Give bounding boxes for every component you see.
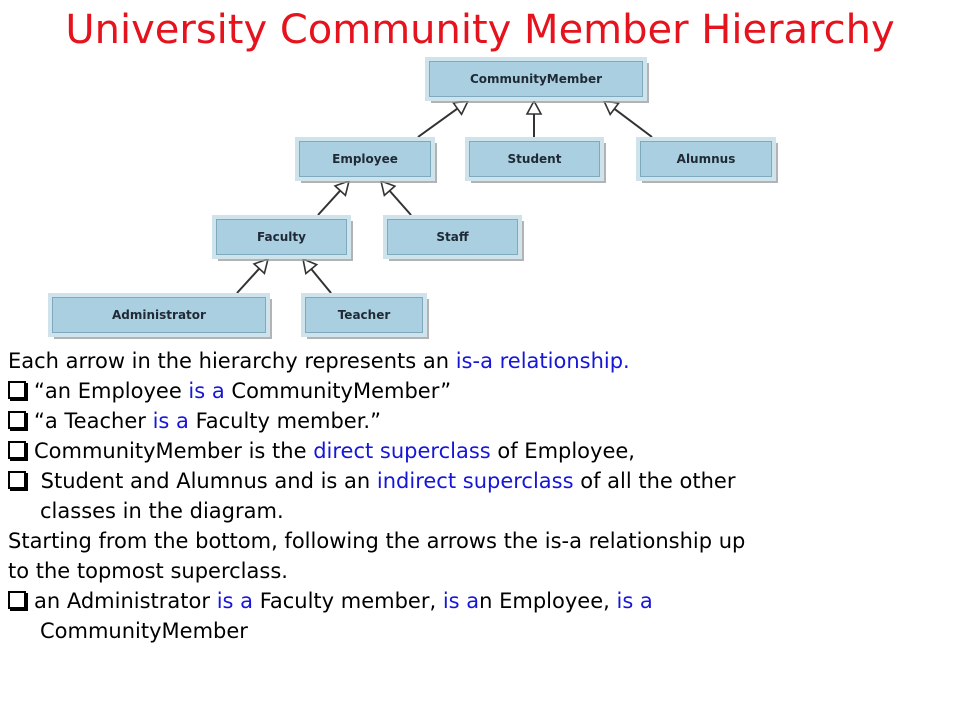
inheritance-arrow-student-to-communitymember xyxy=(527,101,541,137)
class-box-label: Teacher xyxy=(337,308,391,322)
class-box-alumnus xyxy=(638,139,778,183)
bullet-indirect-superclass-continued: classes in the diagram. xyxy=(40,499,284,523)
class-box-label: Staff xyxy=(436,230,469,244)
class-box-faculty xyxy=(214,217,353,261)
inheritance-arrow-administrator-to-faculty xyxy=(237,259,268,293)
inheritance-arrow-alumnus-to-communitymember xyxy=(604,101,652,137)
bullet-indirect-superclass: Student and Alumnus and is an indirect superclass of all the other xyxy=(8,466,952,496)
diagram-nodes xyxy=(50,59,778,339)
bullet-direct-superclass: CommunityMember is the direct superclass of Employee, xyxy=(8,436,952,466)
diagram-edges xyxy=(237,101,652,293)
class-box-label: Alumnus xyxy=(676,152,736,166)
class-box-label: Administrator xyxy=(112,308,206,322)
checkbox-bullet-icon xyxy=(8,471,26,489)
class-box-communitymember xyxy=(427,59,649,103)
checkbox-bullet-icon xyxy=(8,411,26,429)
class-box-administrator xyxy=(50,295,272,339)
inheritance-arrow-faculty-to-employee xyxy=(318,181,349,215)
bullet-teacher-is-a: “a Teacher is a Faculty member.” xyxy=(8,406,952,436)
class-box-student xyxy=(467,139,606,183)
class-box-label: Student xyxy=(507,152,562,166)
slide-title: University Community Member Hierarchy xyxy=(65,7,895,53)
bullet-employee-is-a: “an Employee is a CommunityMember” xyxy=(8,376,952,406)
bullet-administrator-chain: an Administrator is a Faculty member, is an Employee, is a xyxy=(8,586,952,616)
class-box-label: CommunityMember xyxy=(469,72,603,86)
class-box-staff xyxy=(385,217,524,261)
checkbox-bullet-icon xyxy=(8,441,26,459)
class-box-employee xyxy=(297,139,437,183)
bullet-administrator-chain-continued: CommunityMember xyxy=(40,619,248,643)
inheritance-arrow-teacher-to-faculty xyxy=(303,259,331,293)
inheritance-arrow-staff-to-employee xyxy=(381,181,411,215)
inheritance-arrow-employee-to-communitymember xyxy=(418,101,468,137)
paragraph-line-2: to the topmost superclass. xyxy=(8,559,288,583)
class-box-label: Employee xyxy=(332,152,398,166)
hollow-arrowhead-icon xyxy=(604,101,619,114)
checkbox-bullet-icon xyxy=(8,591,26,609)
checkbox-bullet-icon xyxy=(8,381,26,399)
paragraph-line-1: Starting from the bottom, following the arrows the is-a relationship up xyxy=(8,529,746,553)
class-box-teacher xyxy=(303,295,429,339)
intro-line: Each arrow in the hierarchy represents an is-a relationship. xyxy=(8,349,630,373)
hollow-arrowhead-icon xyxy=(303,259,317,273)
explanation-text xyxy=(8,346,952,646)
hierarchy-diagram xyxy=(0,0,960,345)
class-box-label: Faculty xyxy=(257,230,306,244)
